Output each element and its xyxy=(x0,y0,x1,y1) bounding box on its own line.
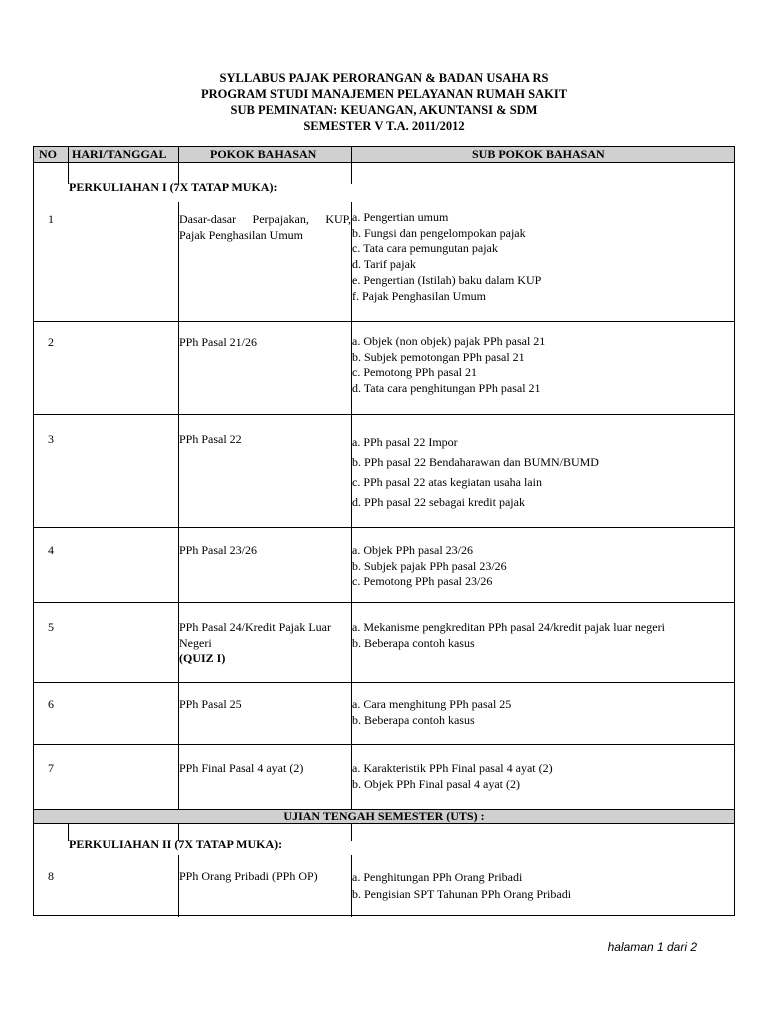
header-sub-pokok-bahasan: SUB POKOK BAHASAN xyxy=(472,147,605,161)
row-number: 6 xyxy=(48,697,54,711)
list-item: a. Karakteristik PPh Final pasal 4 ayat (2) xyxy=(352,761,553,775)
row-divider xyxy=(34,162,734,163)
row-number: 1 xyxy=(48,212,54,226)
column-divider xyxy=(178,202,179,809)
row-sub-pokok-list xyxy=(352,620,734,651)
section-perkuliahan-1: PERKULIAHAN I (7X TATAP MUKA): xyxy=(69,180,278,194)
title-line-3: SUB PEMINATAN: KEUANGAN, AKUNTANSI & SDM xyxy=(230,103,538,117)
row-pokok-bahasan: PPh Pasal 21/26 xyxy=(179,335,258,349)
row-divider xyxy=(34,682,734,683)
row-divider xyxy=(34,527,734,528)
row-pokok-bahasan: PPh Pasal 22 xyxy=(179,432,242,446)
list-item: c. PPh pasal 22 atas kegiatan usaha lain xyxy=(352,475,542,489)
header-divider xyxy=(178,147,179,162)
row-divider xyxy=(34,321,734,322)
list-item: c. Pemotong PPh pasal 21 xyxy=(352,365,477,380)
column-tick xyxy=(351,823,352,841)
list-item: b. Beberapa contoh kasus xyxy=(352,712,475,727)
row-pokok-bahasan: PPh Final Pasal 4 ayat (2) xyxy=(179,761,304,775)
header-divider xyxy=(68,147,69,162)
row-number: 2 xyxy=(48,335,54,349)
row-pokok-bahasan: PPh Orang Pribadi (PPh OP) xyxy=(179,869,318,883)
row-sub-pokok-list xyxy=(352,697,734,728)
row-sub-pokok-list xyxy=(352,432,734,512)
header-hari-tanggal: HARI/TANGGAL xyxy=(72,147,167,161)
row-divider xyxy=(34,414,734,415)
list-item: d. Tata cara penghitungan PPh pasal 21 xyxy=(352,381,541,396)
header-no: NO xyxy=(39,147,57,161)
section-perkuliahan-2: PERKULIAHAN II (7X TATAP MUKA): xyxy=(69,837,283,851)
document-title xyxy=(0,70,768,134)
header-divider xyxy=(351,147,352,162)
list-item: b. Subjek pajak PPh pasal 23/26 xyxy=(352,558,507,573)
row-sub-pokok-list xyxy=(352,210,734,304)
title-line-2: PROGRAM STUDI MANAJEMEN PELAYANAN RUMAH SAKIT xyxy=(200,87,568,101)
row-number: 8 xyxy=(48,869,54,883)
row-sub-pokok-list xyxy=(352,543,734,590)
list-item: c. Tata cara pemungutan pajak xyxy=(352,241,498,256)
row-sub-pokok-list xyxy=(352,334,734,397)
list-item: b. PPh pasal 22 Bendaharawan dan BUMN/BUMD xyxy=(352,455,599,469)
row-number: 5 xyxy=(48,620,54,634)
list-item: f. Pajak Penghasilan Umum xyxy=(352,288,486,303)
column-tick xyxy=(351,162,352,184)
row-sub-pokok-list xyxy=(352,869,734,903)
list-item: a. Pengertian umum xyxy=(352,210,449,224)
syllabus-table xyxy=(33,146,735,916)
list-item: a. Mekanisme pengkreditan PPh pasal 24/kredit pajak luar negeri xyxy=(352,620,665,634)
list-item: d. Tarif pajak xyxy=(352,257,416,272)
uts-heading: UJIAN TENGAH SEMESTER (UTS) : xyxy=(283,809,485,823)
row-sub-pokok-list xyxy=(352,761,734,792)
row-number: 3 xyxy=(48,432,54,446)
row-divider xyxy=(34,823,734,824)
row-number: 4 xyxy=(48,543,54,557)
list-item: a. Penghitungan PPh Orang Pribadi xyxy=(352,870,523,884)
list-item: d. PPh pasal 22 sebagai kredit pajak xyxy=(352,495,525,509)
row-pokok-bahasan: PPh Pasal 25 xyxy=(179,697,242,711)
row-divider xyxy=(34,602,734,603)
row-number: 7 xyxy=(48,761,54,775)
title-line-4: SEMESTER V T.A. 2011/2012 xyxy=(303,119,465,133)
header-pokok-bahasan: POKOK BAHASAN xyxy=(210,147,317,161)
list-item: a. Objek PPh pasal 23/26 xyxy=(352,543,473,557)
row-pokok-text: PPh Pasal 24/Kredit Pajak Luar Negeri xyxy=(179,620,331,650)
list-item: b. Objek PPh Final pasal 4 ayat (2) xyxy=(352,776,520,791)
list-item: b. Pengisian SPT Tahunan PPh Orang Pribadi xyxy=(352,887,572,901)
list-item: b. Subjek pemotongan PPh pasal 21 xyxy=(352,349,525,364)
title-line-1: SYLLABUS PAJAK PERORANGAN & BADAN USAHA RS xyxy=(219,71,549,85)
row-pokok-bahasan: PPh Pasal 23/26 xyxy=(179,543,258,557)
row-divider xyxy=(34,744,734,745)
list-item: e. Pengertian (Istilah) baku dalam KUP xyxy=(352,272,542,287)
list-item: a. Objek (non objek) pajak PPh pasal 21 xyxy=(352,334,546,348)
list-item: c. Pemotong PPh pasal 23/26 xyxy=(352,574,493,589)
quiz-label: (QUIZ I) xyxy=(179,651,226,665)
list-item: b. Beberapa contoh kasus xyxy=(352,635,475,650)
list-item: a. PPh pasal 22 Impor xyxy=(352,435,458,449)
row-pokok-bahasan: Dasar-dasar Perpajakan, KUP, Pajak Penghasilan Umum xyxy=(179,212,351,242)
row-pokok-bahasan xyxy=(179,620,349,667)
list-item: a. Cara menghitung PPh pasal 25 xyxy=(352,697,512,711)
column-divider xyxy=(178,855,179,917)
list-item: b. Fungsi dan pengelompokan pajak xyxy=(352,225,526,240)
page-footer: halaman 1 dari 2 xyxy=(607,940,697,954)
